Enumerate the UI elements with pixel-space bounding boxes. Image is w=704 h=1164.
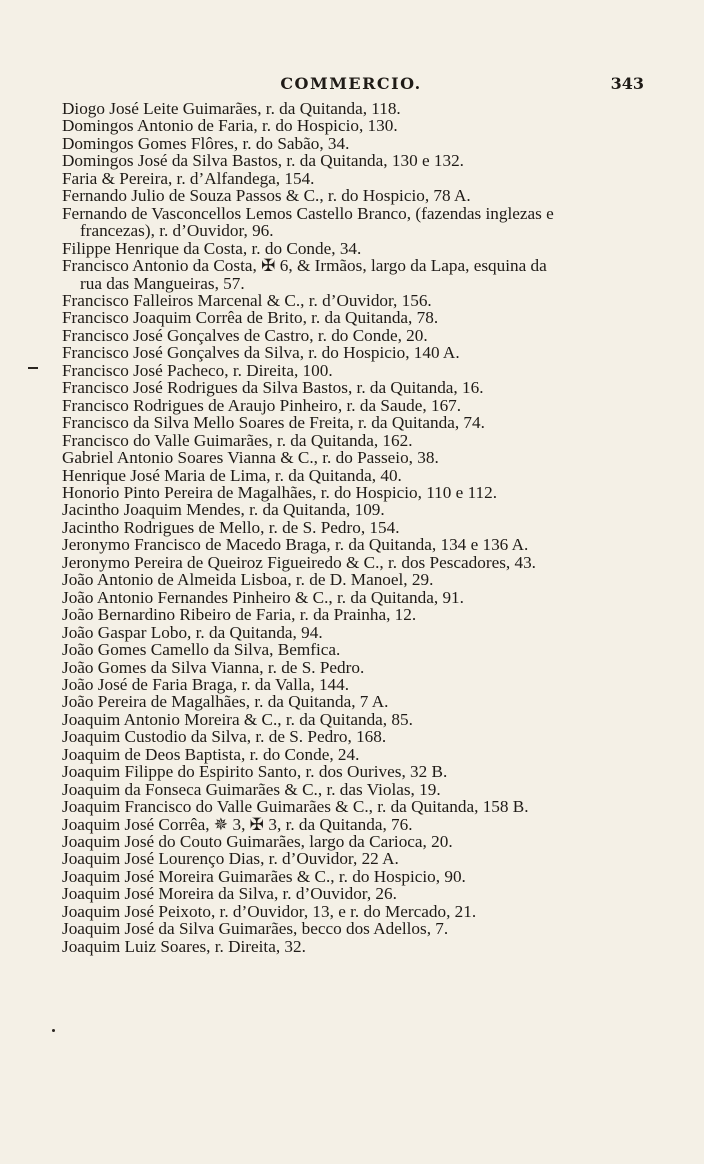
entry-text: Jacintho Joaquim Mendes, r. da Quitanda, 109.	[62, 500, 385, 520]
directory-entry	[62, 536, 632, 553]
directory-entry	[62, 920, 632, 937]
directory-entry	[62, 693, 632, 710]
entry-text: Joaquim Custodio da Silva, r. de S. Pedro, 168.	[62, 727, 387, 747]
directory-entry	[62, 501, 632, 518]
directory-entry	[62, 589, 632, 606]
entry-text: Jeronymo Pereira de Queiroz Figueiredo & C., r. dos Pescadores, 43.	[62, 552, 536, 572]
directory-entry	[62, 170, 632, 187]
directory-entry	[62, 257, 632, 292]
entry-text: Fernando Julio de Souza Passos & C., r. do Hospicio, 78 A.	[62, 186, 471, 206]
entry-text: Diogo José Leite Guimarães, r. da Quitanda, 118.	[62, 99, 401, 118]
entry-text: Francisco José Gonçalves da Silva, r. do Hospicio, 140 A.	[62, 343, 460, 363]
entry-text: João Antonio de Almeida Lisboa, r. de D. Manoel, 29.	[62, 570, 434, 590]
directory-entry	[62, 798, 632, 815]
directory-entry	[62, 833, 632, 850]
entry-text: Francisco Rodrigues de Araujo Pinheiro, r. da Saude, 167.	[62, 395, 462, 415]
directory-entry	[62, 676, 632, 693]
entry-text: Joaquim Antonio Moreira & C., r. da Quitanda, 85.	[62, 709, 413, 729]
directory-entry	[62, 135, 632, 152]
entry-text: Francisco José Gonçalves de Castro, r. do Conde, 20.	[62, 325, 428, 345]
directory-entry	[62, 850, 632, 867]
directory-entry	[62, 554, 632, 571]
entry-text: Francisco Antonio da Costa, ✠ 6, & Irmãos, largo da Lapa, esquina da	[62, 256, 547, 276]
directory-entry	[62, 362, 632, 379]
entry-text: Filippe Henrique da Costa, r. do Conde, 34.	[62, 238, 362, 258]
entry-text: Gabriel Antonio Soares Vianna & C., r. do Passeio, 38.	[62, 448, 439, 468]
directory-entry	[62, 641, 632, 658]
directory-entry	[62, 344, 632, 361]
entry-text: Joaquim José da Silva Guimarães, becco dos Adellos, 7.	[62, 919, 449, 939]
entry-continuation: rua das Mangueiras, 57.	[80, 273, 245, 293]
directory-entry	[62, 519, 632, 536]
entry-text: João Gaspar Lobo, r. da Quitanda, 94.	[62, 622, 323, 642]
entry-text: Joaquim Luiz Soares, r. Direita, 32.	[62, 936, 306, 956]
directory-entry	[62, 187, 632, 204]
entry-text: Domingos Gomes Flôres, r. do Sabão, 34.	[62, 133, 350, 153]
directory-entry	[62, 606, 632, 623]
margin-dash-mark	[28, 367, 38, 369]
entry-text: Joaquim José Moreira da Silva, r. d’Ouvidor, 26.	[62, 884, 397, 904]
directory-entry	[62, 763, 632, 780]
entry-text: Francisco do Valle Guimarães, r. da Quitanda, 162.	[62, 430, 413, 450]
entry-text: Faria & Pereira, r. d’Alfandega, 154.	[62, 168, 315, 188]
entry-text: Francisco José Pacheco, r. Direita, 100.	[62, 360, 333, 380]
entry-text: Joaquim de Deos Baptista, r. do Conde, 24.	[62, 744, 360, 764]
directory-entry	[62, 117, 632, 134]
entry-text: Jeronymo Francisco de Macedo Braga, r. da Quitanda, 134 e 136 A.	[62, 535, 529, 555]
directory-entry	[62, 728, 632, 745]
directory-entry	[62, 781, 632, 798]
entry-text: Fernando de Vasconcellos Lemos Castello Branco, (fazendas inglezas e	[62, 203, 554, 223]
entry-text: João Pereira de Magalhães, r. da Quitanda, 7 A.	[62, 692, 389, 712]
page-number: 343	[610, 74, 644, 93]
directory-entry	[62, 624, 632, 641]
entry-text: Joaquim José Lourenço Dias, r. d’Ouvidor, 22 A.	[62, 849, 399, 869]
directory-entry	[62, 449, 632, 466]
entry-text: Domingos Antonio de Faria, r. do Hospicio, 130.	[62, 116, 398, 136]
entry-text: Joaquim Francisco do Valle Guimarães & C., r. da Quitanda, 158 B.	[62, 797, 529, 817]
entry-text: João Gomes Camello da Silva, Bemfica.	[62, 640, 341, 660]
directory-entry	[62, 327, 632, 344]
entry-text: Joaquim da Fonseca Guimarães & C., r. das Violas, 19.	[62, 779, 441, 799]
directory-entry	[62, 659, 632, 676]
directory-entry	[62, 292, 632, 309]
directory-entry	[62, 484, 632, 501]
entry-text: Joaquim José Corrêa, ✵ 3, ✠ 3, r. da Quitanda, 76.	[62, 814, 413, 834]
directory-entry	[62, 903, 632, 920]
directory-entry	[62, 205, 632, 240]
directory-entry	[62, 309, 632, 326]
entry-text: Domingos José da Silva Bastos, r. da Quitanda, 130 e 132.	[62, 151, 464, 171]
page-header	[58, 74, 644, 98]
entry-text: Francisco José Rodrigues da Silva Bastos, r. da Quitanda, 16.	[62, 378, 484, 398]
entry-text: Henrique José Maria de Lima, r. da Quitanda, 40.	[62, 465, 402, 485]
entry-text: João Antonio Fernandes Pinheiro & C., r. da Quitanda, 91.	[62, 587, 464, 607]
entry-continuation: francezas), r. d’Ouvidor, 96.	[80, 221, 274, 241]
entry-text: Francisco Falleiros Marcenal & C., r. d’Ouvidor, 156.	[62, 290, 432, 310]
directory-entry	[62, 746, 632, 763]
directory-entry	[62, 868, 632, 885]
entry-text: Joaquim José Moreira Guimarães & C., r. do Hospicio, 90.	[62, 866, 466, 886]
entry-text: João Gomes da Silva Vianna, r. de S. Pedro.	[62, 657, 365, 677]
directory-entry	[62, 816, 632, 833]
directory-entry	[62, 397, 632, 414]
directory-entry	[62, 100, 632, 117]
entry-text: Joaquim Filippe do Espirito Santo, r. dos Ourives, 32 B.	[62, 762, 448, 782]
directory-entry	[62, 432, 632, 449]
entry-text: Honorio Pinto Pereira de Magalhães, r. do Hospicio, 110 e 112.	[62, 482, 498, 502]
directory-entry	[62, 938, 632, 955]
margin-dot-mark	[52, 1029, 55, 1032]
directory-entry	[62, 414, 632, 431]
entry-text: Francisco da Silva Mello Soares de Freita, r. da Quitanda, 74.	[62, 413, 485, 433]
directory-entry	[62, 379, 632, 396]
directory-list	[62, 100, 632, 955]
directory-entry	[62, 240, 632, 257]
directory-entry	[62, 152, 632, 169]
entry-text: Jacintho Rodrigues de Mello, r. de S. Pedro, 154.	[62, 517, 400, 537]
directory-entry	[62, 885, 632, 902]
entry-text: Francisco Joaquim Corrêa de Brito, r. da Quitanda, 78.	[62, 308, 439, 328]
directory-entry	[62, 711, 632, 728]
entry-text: João José de Faria Braga, r. da Valla, 144.	[62, 674, 350, 694]
entry-text: João Bernardino Ribeiro de Faria, r. da Prainha, 12.	[62, 605, 417, 625]
entry-text: Joaquim José do Couto Guimarães, largo da Carioca, 20.	[62, 832, 453, 852]
directory-entry	[62, 571, 632, 588]
entry-text: Joaquim José Peixoto, r. d’Ouvidor, 13, e r. do Mercado, 21.	[62, 901, 477, 921]
running-head: COMMERCIO.	[280, 74, 422, 93]
directory-entry	[62, 467, 632, 484]
